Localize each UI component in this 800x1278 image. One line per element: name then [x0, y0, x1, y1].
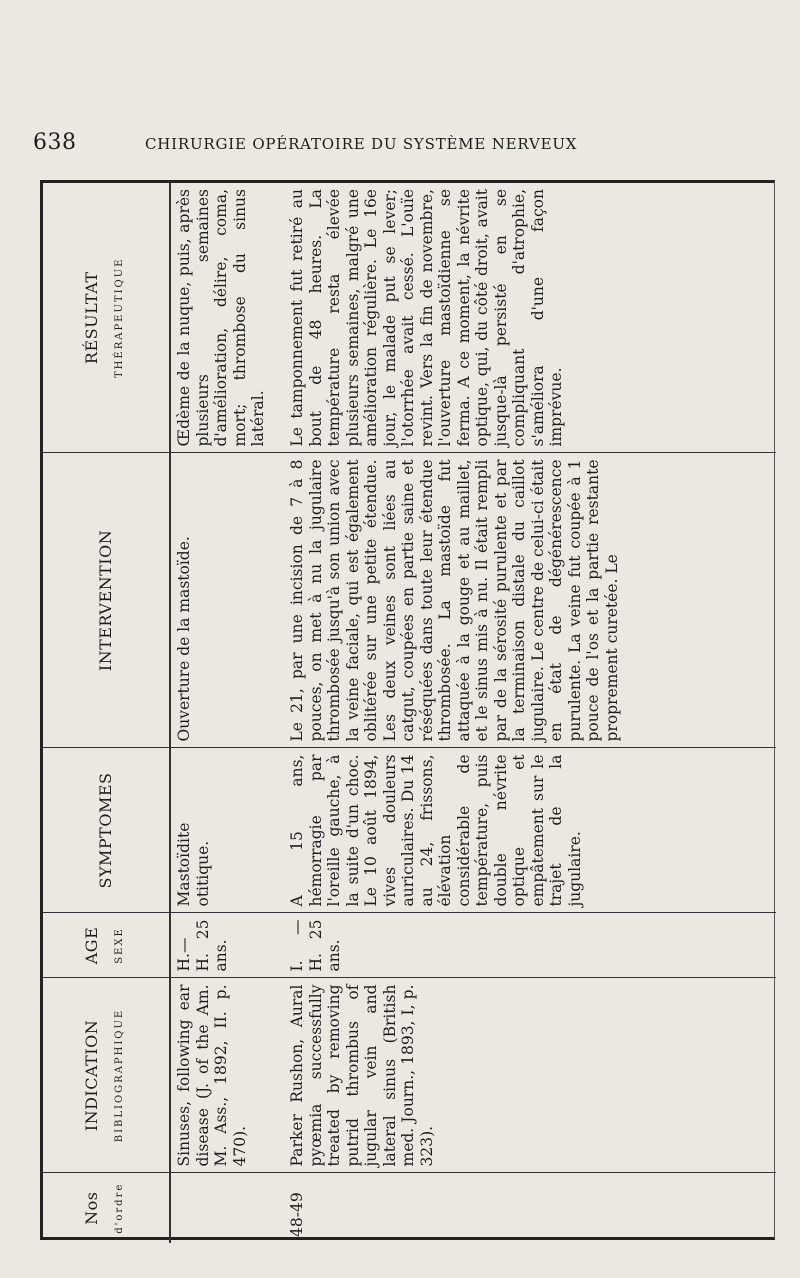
- table-header-row: [43, 183, 170, 1243]
- header-age: [43, 913, 170, 978]
- header-age-title: AGE: [81, 926, 101, 965]
- cell-age: H.—H. 25 ans.: [170, 913, 284, 978]
- cell-symptoms: Mastoïdite otitique.: [170, 748, 284, 913]
- case-table: [43, 183, 776, 1243]
- header-indication-subtitle: BIBLIOGRAPHIQUE: [114, 1008, 125, 1143]
- header-symptoms-title: SYMPTOMES: [95, 772, 115, 889]
- cell-result: Œdème de la nuque, puis, après plusieurs semaines d'amélioration, délire, coma, mort; thrombose du sinus latéral.: [170, 183, 284, 453]
- header-no-subtitle: d'ordre: [114, 1182, 125, 1234]
- cell-intervention: Ouverture de la mastoïde.: [170, 453, 284, 748]
- header-no: [43, 1173, 170, 1243]
- table-row: [170, 183, 284, 1243]
- cell-result: Le tamponnement fut retiré au bout de 48 heures. La température resta élevée plusieurs semaines, malgré une amélioration régulière. Le 16e jour, le malade put se lever; l'otorrhée avait cessé. L'ouïe revint. Vers la fin de novembre, l'ouverture mastoïdienne se ferma. A ce moment, la névrite optique, qui, du côté droit, avait jusque-là persisté en se compliquant d'atrophie, s'améliora d'une façon imprévue.: [284, 183, 776, 453]
- case-table-frame: [40, 180, 775, 1240]
- rotated-table: [43, 183, 776, 1243]
- page-number: 638: [33, 130, 77, 155]
- header-indication: [43, 978, 170, 1173]
- cell-intervention: Le 21, par une incision de 7 à 8 pouces, on met à nu la jugulaire thrombosée jusqu'à son union avec la veine faciale, qui est également oblitérée sur une petite étendue. Les deux veines sont liées au catgut, coupées en partie saine et réséquées dans toute leur étendue thrombosée. La mastoïde fut attaquée à la gouge et au maillet, et le sinus mis à nu. Il était rempli par de la sérosité purulente et par la terminaison distale du caillot jugulaire. Le centre de celui-ci était en état de dégénérescence purulente. La veine fut coupée à 1 pouce de l'os et la partie restante proprement curetée. Le: [284, 453, 776, 748]
- header-intervention: [43, 453, 170, 748]
- cell-symptoms: A 15 ans, hémorragie par l'oreille gauche, à la suite d'un choc. Le 10 août 1894, vives douleurs auriculaires. Du 14 au 24, frissons, élévation considérable de température, puis double névrite optique et empâtement sur le trajet de la jugulaire.: [284, 748, 776, 913]
- header-intervention-title: INTERVENTION: [95, 529, 115, 672]
- cell-age: I. — H. 25 ans.: [284, 913, 776, 978]
- table-row: [284, 183, 776, 1243]
- cell-no: 48-49: [288, 1192, 306, 1237]
- header-result: [43, 183, 170, 453]
- cell-indication: Sinuses, following ear disease (J. of the Am. M. Ass., 1892, II. p. 470).: [170, 978, 284, 1173]
- header-age-subtitle: SEXE: [114, 927, 125, 964]
- header-indication-title: INDICATION: [81, 1019, 101, 1132]
- running-title: CHIRURGIE OPÉRATOIRE DU SYSTÈME NERVEUX: [145, 135, 578, 153]
- header-no-title: Nos: [81, 1191, 101, 1225]
- header-symptoms: [43, 748, 170, 913]
- cell-indication: Parker Rushon, Aural pyœmia successfully treated by removing putrid thrombus of jugular vein and lateral sinus (British med. Journ., 1893, I, p. 323).: [284, 978, 776, 1173]
- header-result-title: RÉSULTAT: [81, 271, 101, 365]
- cell-no: [170, 1173, 284, 1243]
- header-result-subtitle: THÉRAPEUTIQUE: [114, 257, 125, 378]
